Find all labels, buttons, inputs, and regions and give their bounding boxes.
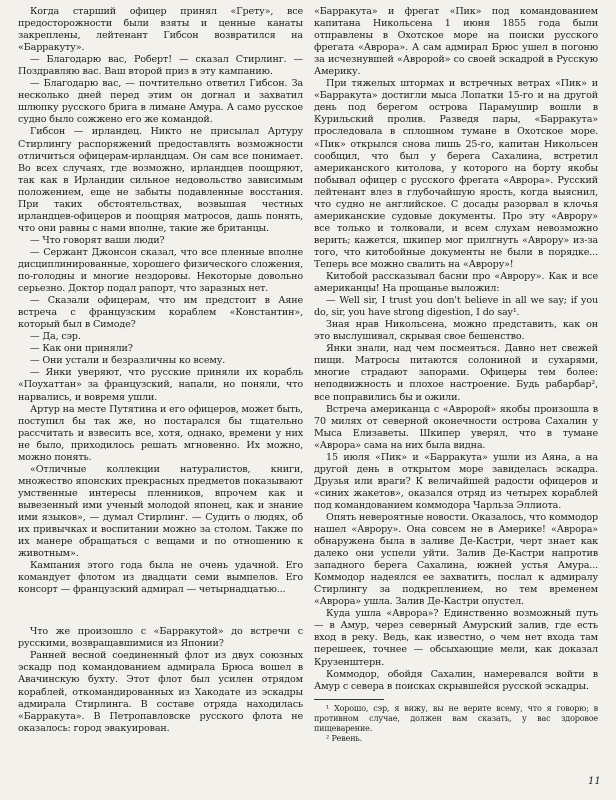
footnote: ¹ Хорошо, сэр, я вижу, вы не верите всему, что я говорю; в противном случае, должен вам сказать, у вас здоровое пищеварение.: [314, 703, 598, 733]
paragraph: — Янки уверяют, что русские приняли их корабль «Поухаттан» за французский, напали, но поняли, что нарвались, и вовремя ушли.: [18, 367, 303, 403]
paragraph: «Отличные коллекции натуралистов, книги, множество японских прекрасных предметов показывают умственные интересы пленников, впрочем как и вывезенный ими ученый молодой японец, как и знание ими языков», — думал Стирлинг. — Судить о людях, об их привычках и воспитании можно за столом. Также по их манере обращаться с вещами и по отношению к животным».: [18, 463, 303, 560]
footnote: ² Ревень.: [326, 733, 362, 743]
left-column: [18, 6, 303, 735]
section-gap: [18, 596, 303, 626]
paragraph: — Благодарю вас, — почтительно ответил Гибсон. За несколько дней перед этим он догнал и захватил шлюпку русского брига в лимане Амура. А само русское судно было сожжено его же командой.: [18, 78, 303, 126]
paragraph: Артур на месте Путятина и его офицеров, может быть, поступил бы так же, но постарался бы тщательно рассчитать и взвесить все, хотя, однако, времени у них не было, приходилось решать мгновенно. Их можно, можно понять.: [18, 403, 303, 463]
paragraph: Что же произошло с «Барракутой» до встречи с русскими, возвращавшимися из Японии?: [18, 626, 303, 650]
paragraph: Встреча американца с «Авророй» якобы произошла в 70 милях от северной оконечности острова Сахалин у Мыса Елизаветы. Шкипер уверял, что в тумане «Аврора» сама на них была видна.: [314, 403, 598, 451]
paragraph: Когда старший офицер принял «Грету», все предосторожности были взяты и ценные канаты закреплены, лейтенант Гибсон возвратился на «Барракуту».: [18, 6, 303, 54]
paragraph: Опять невероятные новости. Оказалось, что коммодор нашел «Аврору». Она совсем не в Америке! «Аврора» обнаружена была в заливе Де-Кастри, черт знает как далеко они успели уйти. Залив Де-Кастри напротив западного берега Сахалина, южней устья Амура... Коммодор надеялся ее захватить, послал к адмиралу Стирлингу за подкреплением, но тем временем «Аврора» ушла. Залив Де-Кастри опустел.: [314, 511, 598, 608]
page-number: 11: [588, 776, 601, 787]
paragraph: Зная нрав Никольсена, можно представить, как он это выслушивал, скрывая свое бешенство.: [314, 319, 598, 343]
paragraph: Гибсон — ирландец. Никто не присылал Артуру Стирлингу распоряжений предоставлять возможности отличиться офицерам-ирландцам. Он сам все понимает. Во всех случаях, где возможно, ирландцев поощряют, так как в Ирландии сильное недовольство зависимым положением, еще не забыты подавленные восстания. При таких обстоятельствах, возвышая честных ирландцев-офицеров и поощряя матросов, дашь понять, что они равны с нами вполне, такие же британцы.: [18, 126, 303, 234]
footnote-divider: [314, 699, 384, 700]
paragraph: — Сказали офицерам, что им предстоит в Аяне встреча с французским кораблем «Константин», который был в Симоде?: [18, 295, 303, 331]
paragraph: Коммодор, обойдя Сахалин, намеревался войти в Амур с севера в поисках скрывшейся русской эскадры.: [314, 668, 598, 692]
paragraph: Янки знали, над чем посмеяться. Давно нет свежей пищи. Матросы питаются солониной и сухарями, многие страдают запорами. Офицеры тем более: неподвижность и плохое настроение. Будь рабарбар², все поправились бы и ожили.: [314, 343, 598, 403]
paragraph: При тяжелых штормах и встречных ветрах «Пик» и «Барракута» достигли мыса Лопатки 15-го и на другой день под берегом острова Парамушир вошли в Курильский пролив. Разведя пары, «Барракута» проследовала в сплошном тумане в Охотское море. «Пик» открылся снова лишь 25-го, капитан Никольсен сообщил, что был у берега Сахалина, встретил американского китолова, у которого на борту якобы побывал офицер с русского фрегата «Аврора». Русский лейтенант влез в глубочайшую ярость, когда выяснил, что судно не английское. С досады разорвал в клочья американские судовые документы. Про эту «Аврору» все только и толковали, и всем слухам невозможно верить; кажется, шкипер мог прилгнуть «Аврору» из-за того, что китобойные документы не были в порядке... Теперь все можно свалить на «Аврору»!: [314, 78, 598, 270]
english-quote: — Well sir, I trust you don't believe in all we say; if you do, sir, you have strong digestion, I do say¹.: [314, 295, 598, 319]
paragraph: — Да, сэр.: [30, 331, 81, 343]
paragraph: Кампания этого года была не очень удачной. Его командует флотом из двадцати семи вымпелов. Его консорт — французский адмирал — четырнадцатью...: [18, 560, 303, 596]
paragraph: 15 июля «Пик» и «Барракута» ушли из Аяна, а на другой день в открытом море завиделась эскадра. Друзья или враги? К величайшей радости офицеров и «синих жакетов», оказался отряд из четырех кораблей под командованием коммодора Чарльза Эллиота.: [314, 451, 598, 511]
paragraph: — Что говорят ваши люди?: [30, 234, 165, 246]
paragraph: «Барракута» и фрегат «Пик» под командованием капитана Никольсена 1 июня 1855 года были отправлены в Охотское море на поиски русского фрегата «Аврора». А сам адмирал Брюс ушел в погоню за исчезнувшей «Авророй» со своей эскадрой в Русскую Америку.: [314, 6, 598, 78]
paragraph: — Они устали и безразличны ко всему.: [30, 355, 226, 367]
paragraph: Китобой рассказывал басни про «Аврору». Как и все американцы! На прощанье выложил:: [314, 271, 598, 295]
paragraph: — Сержант Джонсон сказал, что все пленные вполне дисциплинированные, хорошего физического сложения, по-голодны и многие нездоровы. Некоторые довольно серьезно. Доктор подал рапорт, что заразных нет.: [18, 246, 303, 295]
paragraph: — Благодарю вас, Роберт! — сказал Стирлинг. — Поздравляю вас. Ваш второй приз в эту кампанию.: [18, 54, 303, 78]
right-column: [314, 6, 598, 744]
paragraph: Куда ушла «Аврора»? Единственно возможный путь — в Амур, через северный Амурский залив, где есть вход в реку. Ведь, как известно, о чем нет входа там перешеек, точнее — обсыхающие мели, как доказал Крузенштерн.: [314, 608, 598, 668]
paragraph: — Как они приняли?: [30, 343, 133, 355]
paragraph: Ранней весной соединенный флот из двух союзных эскадр под командованием адмирала Брюса вошел в Авачинскую бухту. Этот флот был усилен отрядом кораблей, откомандированных из Хакодате из эскадры адмирала Стирлинга. В составе отряда находилась «Барракута». В Петропавловске русского флота не оказалось: город эвакуирован.: [18, 650, 303, 734]
